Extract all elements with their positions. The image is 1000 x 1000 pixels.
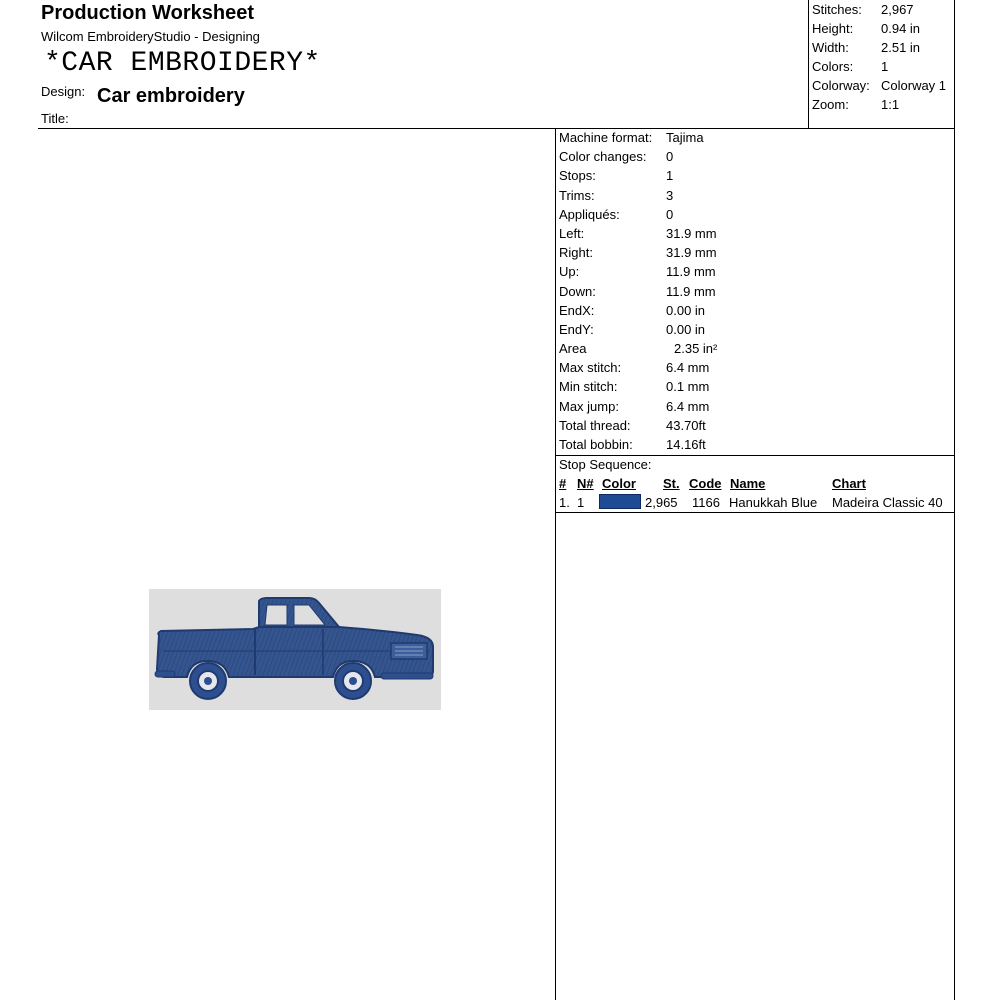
machine-value: 0.00 in: [666, 303, 706, 318]
col-header-code: Code: [689, 476, 722, 491]
machine-value: 43.70ft: [666, 418, 706, 433]
machine-value: 0: [666, 149, 674, 164]
machine-value: Tajima: [666, 130, 704, 145]
machine-label: Left:: [559, 226, 585, 241]
machine-label: Right:: [559, 245, 593, 260]
machine-value: 0.1 mm: [666, 379, 710, 394]
machine-label: Machine format:: [559, 130, 653, 145]
machine-value: 11.9 mm: [666, 264, 716, 279]
summary-label: Colorway:: [812, 78, 870, 93]
machine-label: Total thread:: [559, 418, 631, 433]
machine-label: Down:: [559, 284, 596, 299]
machine-value: 6.4 mm: [666, 360, 710, 375]
col-header-num: #: [559, 476, 567, 491]
machine-label: EndX:: [559, 303, 595, 318]
machine-value: 3: [666, 188, 674, 203]
machine-value: 31.9 mm: [666, 226, 717, 241]
summary-label: Zoom:: [812, 97, 849, 112]
summary-label: Stitches:: [812, 2, 862, 17]
summary-label: Height:: [812, 21, 854, 36]
col-header-color: Color: [602, 476, 636, 491]
header-right-rule: [954, 0, 955, 1000]
col-header-name: Name: [730, 476, 766, 491]
design-label: Design:: [41, 84, 86, 99]
title-label: Title:: [41, 111, 69, 126]
summary-value: 2,967: [881, 2, 914, 17]
summary-value: 0.94 in: [881, 21, 921, 36]
machine-value: 0: [666, 207, 674, 222]
summary-value: 1: [881, 59, 889, 74]
summary-box-left-rule: [808, 0, 809, 129]
machine-label: Appliqués:: [559, 207, 620, 222]
pickup-truck-embroidery-icon: [149, 589, 441, 710]
design-file-name: *CAR EMBROIDERY*: [44, 48, 321, 79]
machine-label: Max jump:: [559, 399, 619, 414]
row-n: 1: [577, 495, 585, 510]
machine-label: Area: [559, 341, 587, 356]
summary-value: Colorway 1: [881, 78, 947, 93]
machine-value: 6.4 mm: [666, 399, 710, 414]
stop-sequence-title: Stop Sequence:: [559, 457, 652, 472]
column-divider: [555, 128, 556, 1000]
header-bottom-rule: [38, 128, 955, 129]
machine-label: Up:: [559, 264, 580, 279]
col-header-chart: Chart: [832, 476, 866, 491]
machine-value: 0.00 in: [666, 322, 706, 337]
design-preview: [149, 589, 441, 710]
summary-value: 1:1: [881, 97, 900, 112]
machine-value: 1: [666, 168, 674, 183]
row-stitches: 2,965: [645, 495, 678, 510]
stop-sequence-top-rule: [555, 455, 955, 456]
stop-sequence-bottom-rule: [555, 512, 955, 513]
machine-value: 14.16ft: [666, 437, 706, 452]
summary-label: Colors:: [812, 59, 854, 74]
row-chart: Madeira Classic 40: [832, 495, 943, 510]
summary-label: Width:: [812, 40, 849, 55]
software-name: Wilcom EmbroideryStudio - Designing: [41, 29, 260, 44]
design-value: Car embroidery: [97, 85, 245, 107]
thread-color-swatch: [599, 494, 641, 509]
col-header-st: St.: [663, 476, 680, 491]
machine-label: Total bobbin:: [559, 437, 633, 452]
machine-label: Trims:: [559, 188, 595, 203]
machine-value: 2.35 in²: [674, 341, 718, 356]
row-thread-name: Hanukkah Blue: [729, 495, 818, 510]
col-header-n: N#: [577, 476, 594, 491]
machine-label: Min stitch:: [559, 379, 618, 394]
summary-value: 2.51 in: [881, 40, 921, 55]
machine-value: 31.9 mm: [666, 245, 717, 260]
machine-label: EndY:: [559, 322, 594, 337]
machine-label: Max stitch:: [559, 360, 622, 375]
page-title: Production Worksheet: [41, 2, 254, 24]
machine-label: Stops:: [559, 168, 596, 183]
row-num: 1.: [559, 495, 570, 510]
row-code: 1166: [692, 495, 720, 510]
machine-value: 11.9 mm: [666, 284, 716, 299]
machine-label: Color changes:: [559, 149, 647, 164]
